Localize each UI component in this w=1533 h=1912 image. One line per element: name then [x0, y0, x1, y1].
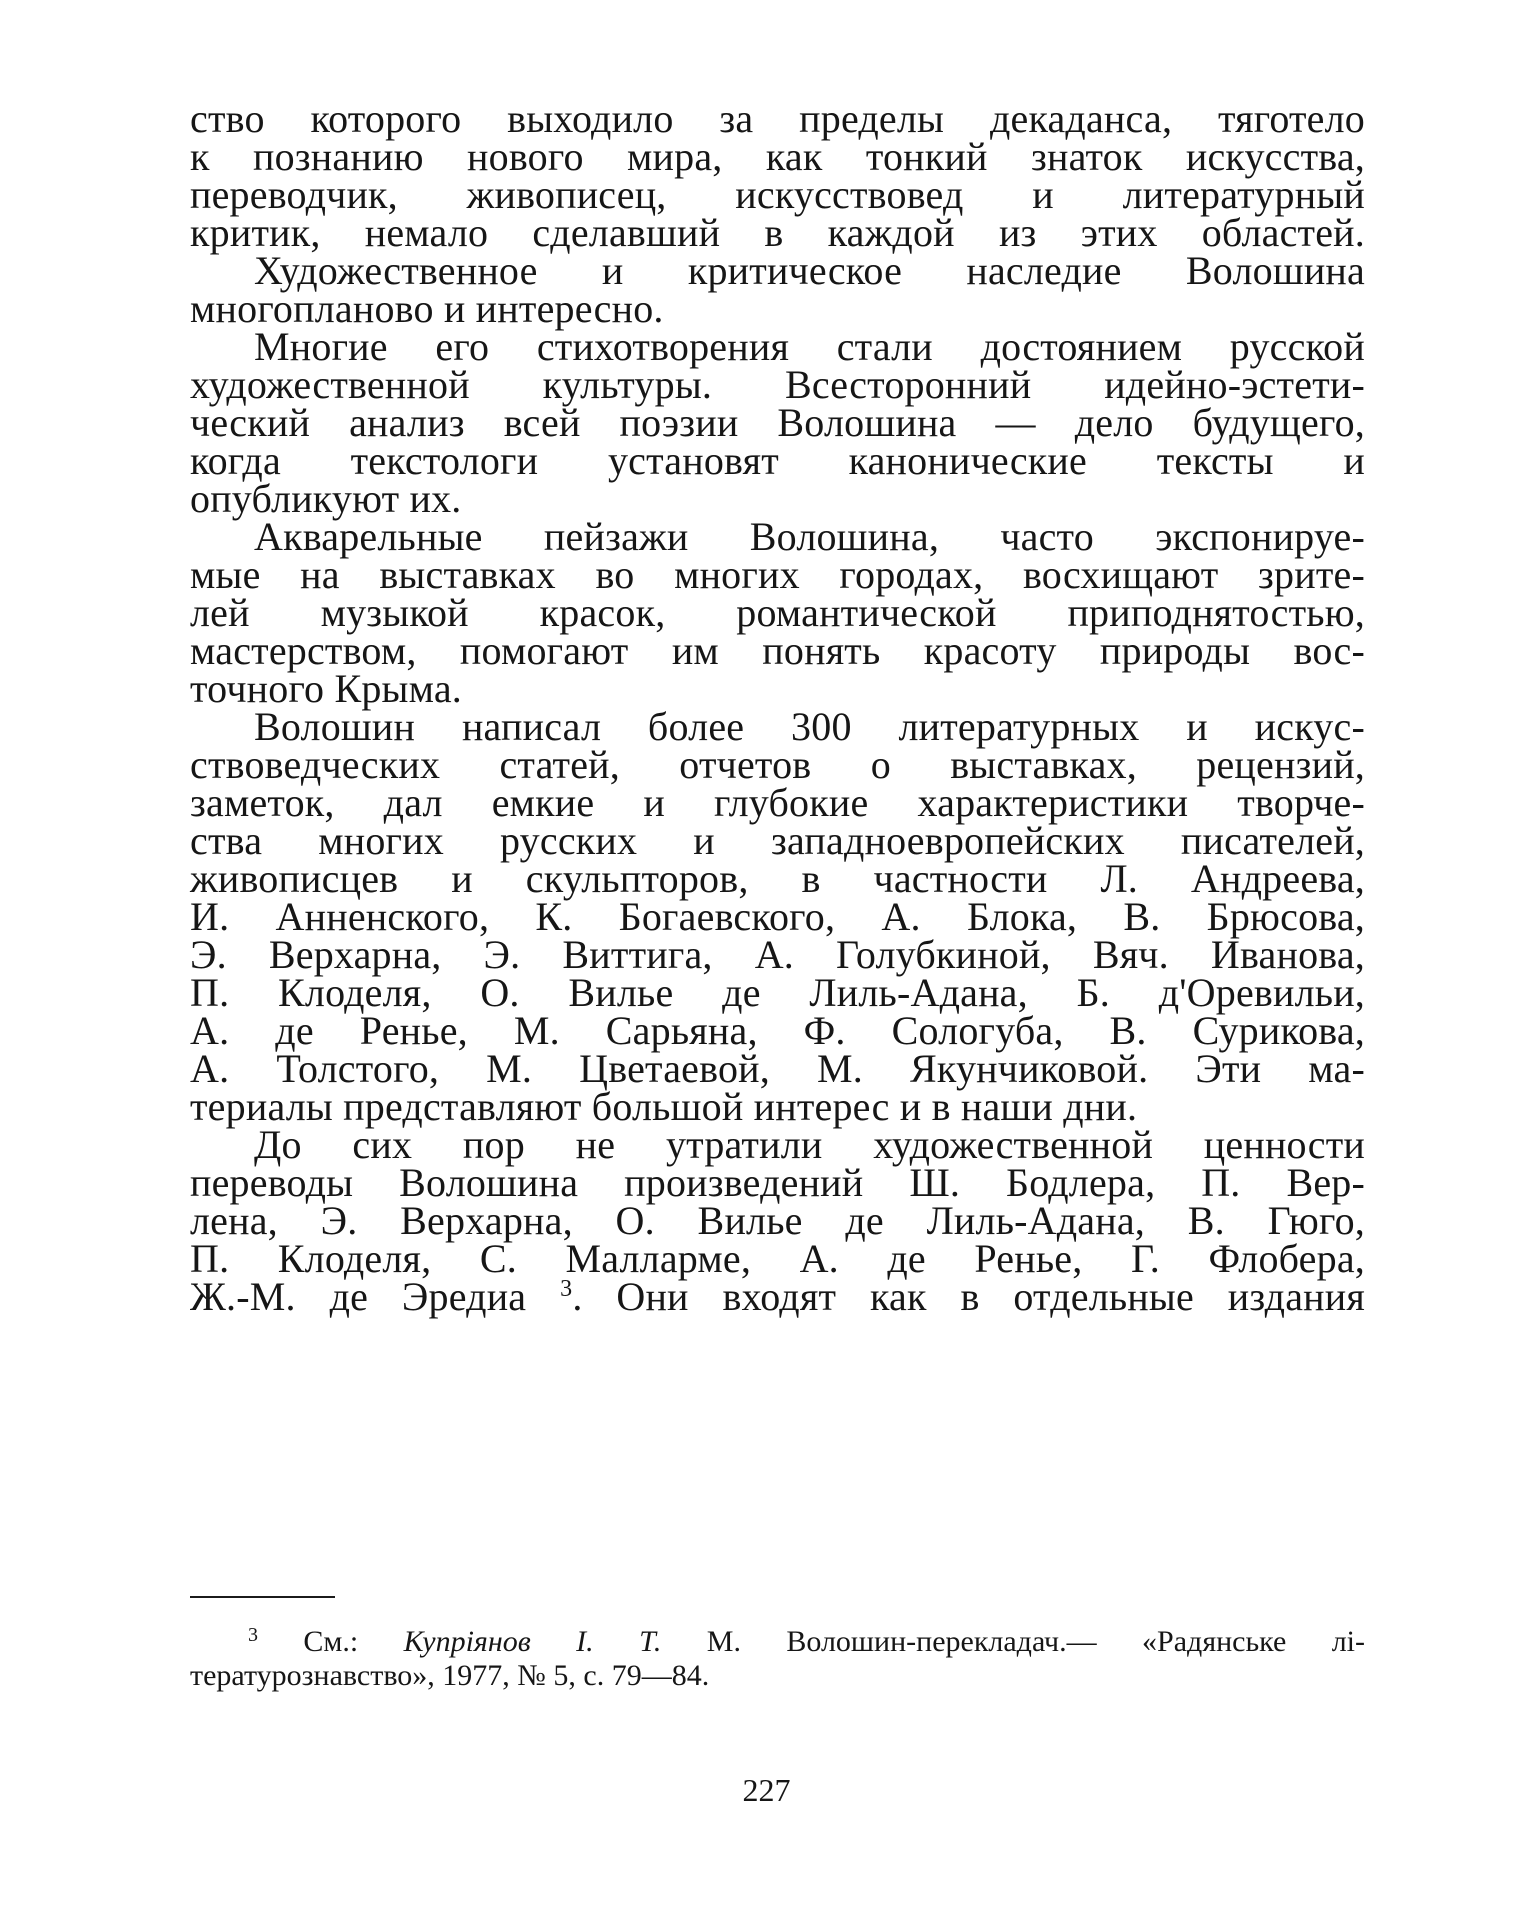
text-line: Волошин написал более 300 литературных и искус- — [254, 704, 1365, 749]
text-line: П. Клоделя, С. Малларме, А. де Ренье, Г. Флобера, — [190, 1236, 1365, 1281]
footnote-lead: См.: — [303, 1625, 404, 1658]
text-line: к познанию нового мира, как тонкий знаток искусства, — [190, 134, 1365, 179]
text-line: переводы Волошина произведений Ш. Бодлера, П. Вер- — [190, 1160, 1365, 1205]
text-line: териалы представляют большой интерес и в наши дни. — [190, 1084, 1138, 1129]
footnote-divider — [190, 1596, 335, 1598]
page-number: 227 — [742, 1772, 791, 1808]
text-line: ства многих русских и западноевропейских писателей, — [190, 818, 1365, 863]
text-line: мые на выставках во многих городах, восхищают зрите- — [190, 552, 1365, 597]
text-line: художественной культуры. Всесторонний идейно-эстети- — [190, 362, 1365, 407]
text-line: П. Клоделя, О. Вилье де Лиль-Адана, Б. д'Оревильи, — [190, 970, 1365, 1015]
text-line: лей музыкой красок, романтической приподнятостью, — [190, 590, 1365, 635]
text-line: До сих пор не утратили художественной ценности — [254, 1122, 1365, 1167]
text-line: А. де Ренье, М. Сарьяна, Ф. Сологуба, В. Сурикова, — [190, 1008, 1365, 1053]
footnote-line: тературознавство», 1977, № 5, с. 79—84. — [190, 1659, 710, 1692]
text-line: живописцев и скульпторов, в частности Л. Андреева, — [190, 856, 1365, 901]
text-line-with-footnote-ref — [190, 1274, 1365, 1320]
text-line: мастерством, помогают им понять красоту природы вос- — [190, 628, 1365, 673]
text-line: Э. Верхарна, Э. Виттига, А. Голубкиной, Вяч. Иванова, — [190, 932, 1365, 977]
text-line: А. Толстого, М. Цветаевой, М. Якунчиковой. Эти ма- — [190, 1046, 1365, 1091]
footnote-reference[interactable]: 3 — [560, 1276, 573, 1302]
text-line: заметок, дал емкие и глубокие характеристики творче- — [190, 780, 1365, 825]
text-line: точного Крыма. — [190, 666, 462, 711]
text-line: Художественное и критическое наследие Волошина — [254, 248, 1365, 293]
text-line: Многие его стихотворения стали достоянием русской — [254, 324, 1365, 369]
text-line: опубликуют их. — [190, 476, 462, 521]
text-fragment: . Они входят как в отдельные издания — [572, 1274, 1365, 1319]
text-line: переводчик, живописец, искусствовед и литературный — [190, 172, 1365, 217]
text-line: лена, Э. Верхарна, О. Вилье де Лиль-Адана, В. Гюго, — [190, 1198, 1365, 1243]
text-fragment: Ж.-М. де Эредиа — [190, 1274, 527, 1319]
text-line: когда текстологи установят канонические тексты и — [190, 438, 1365, 483]
footnote-author: Купріянов І. Т. — [403, 1625, 662, 1658]
text-line: ствоведческих статей, отчетов о выставках, рецензий, — [190, 742, 1365, 787]
text-line: многопланово и интересно. — [190, 286, 664, 331]
text-line: Акварельные пейзажи Волошина, часто экспонируе- — [254, 514, 1365, 559]
text-line: ческий анализ всей поэзии Волошина — дело будущего, — [190, 400, 1365, 445]
text-line: И. Анненского, К. Богаевского, А. Блока, В. Брюсова, — [190, 894, 1365, 939]
text-line: ство которого выходило за пределы декаданса, тяготело — [190, 96, 1365, 141]
text-line: критик, немало сделавший в каждой из этих областей. — [190, 210, 1365, 255]
footnote-text: М. Волошин-перекладач.— «Радянське лі- — [661, 1625, 1366, 1658]
footnote-marker: 3 — [248, 1624, 258, 1646]
